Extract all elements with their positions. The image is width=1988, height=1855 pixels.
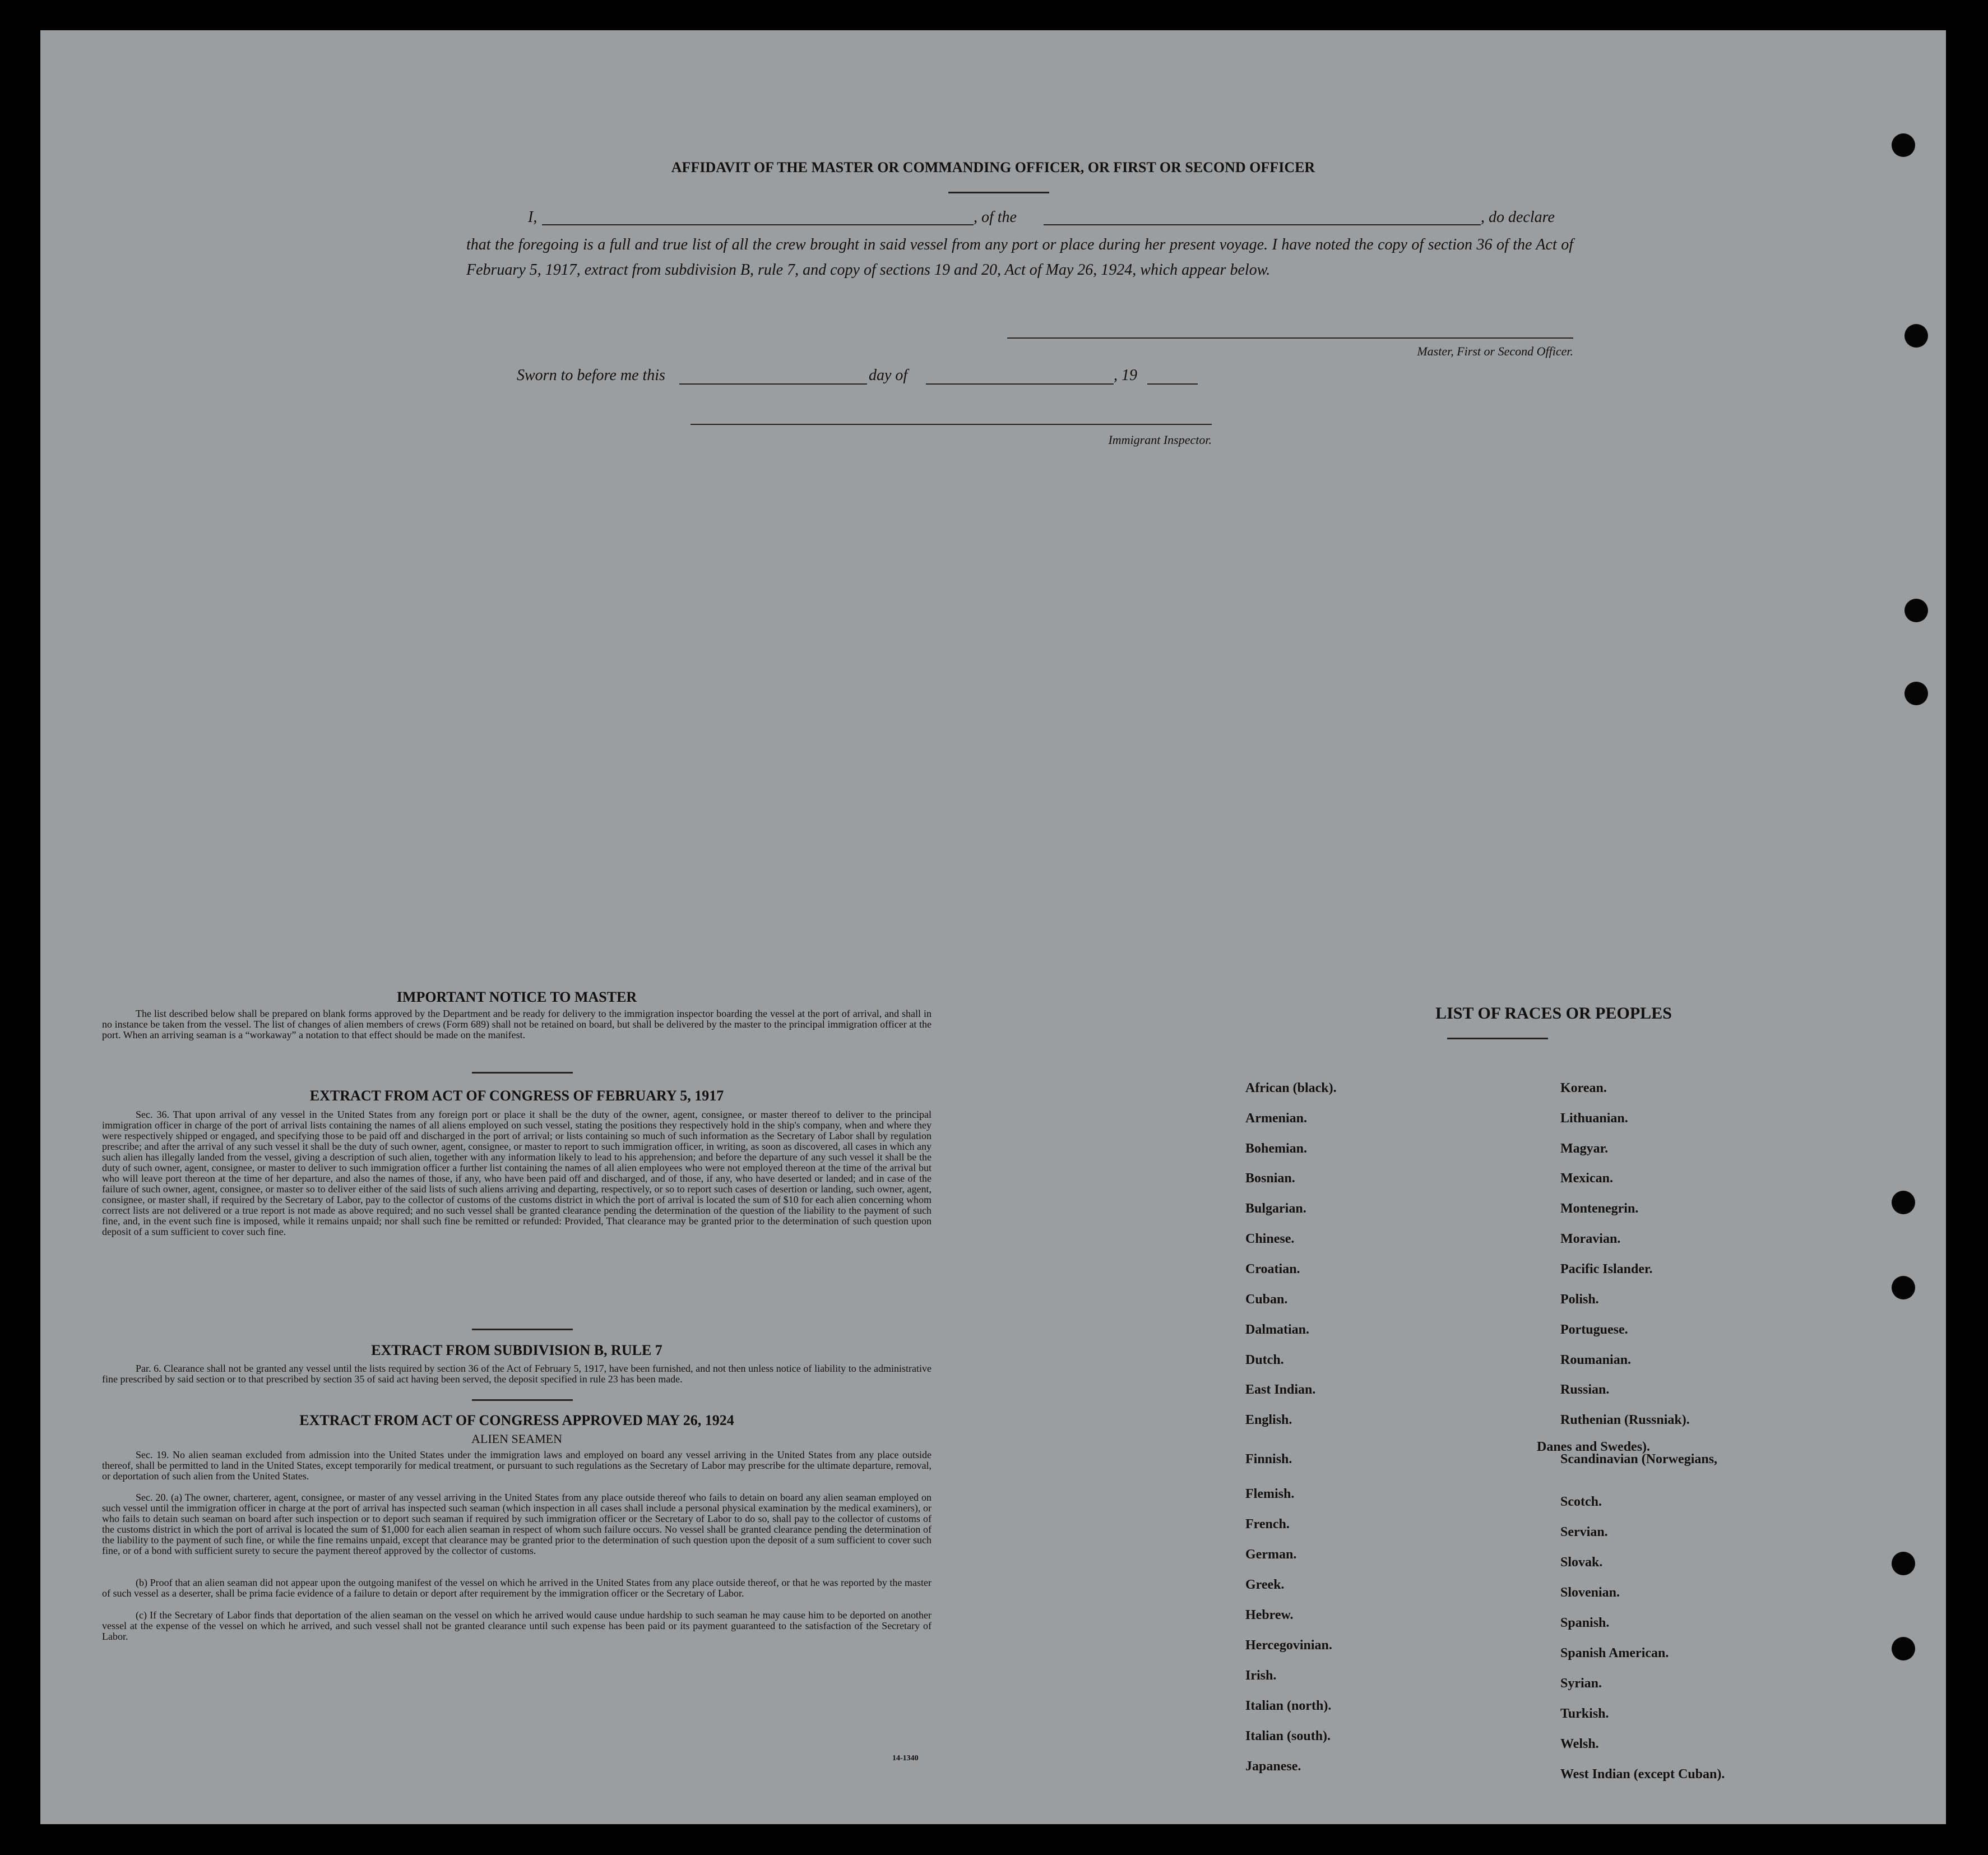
sworn-label: Sworn to before me this <box>517 367 665 384</box>
declarant-prefix: I, <box>528 209 537 226</box>
race-item: Russian. <box>1560 1382 1610 1397</box>
race-item: Hercegovinian. <box>1245 1638 1332 1653</box>
race-item: French. <box>1245 1517 1290 1532</box>
race-item: Mexican. <box>1560 1171 1613 1186</box>
binder-hole <box>1892 1552 1915 1575</box>
races-title: LIST OF RACES OR PEOPLES <box>1435 1004 1672 1023</box>
rule7-rule <box>472 1399 573 1401</box>
master-signature-label: Master, First or Second Officer. <box>1417 344 1573 358</box>
race-item: Bosnian. <box>1245 1171 1295 1186</box>
race-item: Polish. <box>1560 1292 1599 1307</box>
vessel-name-field[interactable] <box>1044 224 1481 225</box>
race-item: Turkish. <box>1560 1706 1609 1721</box>
rule7-body: Par. 6. Clearance shall not be granted any vessel until the lists required by section 36 of the Act of February 5, 1917, have been furnished, and not then unless notice of liability to the administrative fine prescribed by said section or to that prescribed by section 35 of said act having been served, the deposit specified in rule 23 has been made. <box>102 1363 932 1385</box>
extract-1924-title: EXTRACT FROM ACT OF CONGRESS APPROVED MAY 26, 1924 <box>299 1412 734 1428</box>
race-item: Spanish American. <box>1560 1646 1669 1660</box>
extract-1917-rule <box>472 1329 573 1330</box>
sworn-month-field[interactable] <box>926 383 1114 385</box>
race-item: Welsh. <box>1560 1737 1599 1751</box>
binder-hole <box>1904 682 1928 705</box>
race-item: Scandinavian (Norwegians, <box>1560 1452 1718 1467</box>
race-item: Slovak. <box>1560 1555 1603 1570</box>
sec20c-body: (c) If the Secretary of Labor finds that deportation of the alien seaman on the vessel on which he arrived would cause undue hardship to such seaman he may cause him to be deported on another vessel at the expense of the vessel on which he arrived, and such vessel shall not be granted clearance until such expense has been paid or its payment guaranteed to the satisfaction of the Secretary of Labor. <box>102 1609 932 1642</box>
race-item: Pacific Islander. <box>1560 1262 1653 1276</box>
race-item: Armenian. <box>1245 1111 1307 1126</box>
affidavit-title: AFFIDAVIT OF THE MASTER OR COMMANDING OFFICER, OR FIRST OR SECOND OFFICER <box>671 159 1315 175</box>
extract-1917-title: EXTRACT FROM ACT OF CONGRESS OF FEBRUARY 5, 1917 <box>309 1088 724 1104</box>
race-item: Servian. <box>1560 1525 1608 1539</box>
race-item: Portuguese. <box>1560 1322 1628 1337</box>
extract-1917-body: Sec. 36. That upon arrival of any vessel in the United States from any foreign port or place it shall be the duty of the owner, agent, consignee, or master thereof to deliver to the principal immigration officer in charge of the port of arrival lists containing the names of all aliens employed on such vessel, stating the positions they respectively hold in the ship's company, when and where they were respectively shipped or engaged, and specifying those to be paid off and discharged in the port of arrival; or lists containing so much of such information as the Secretary of Labor shall by regulation prescribe; and after the arrival of any such vessel it shall be the duty of such owner, agent, consignee, or master to report to such immigration officer, in writing, as soon as discovered, all cases in which any such alien has illegally landed from the vessel, giving a description of such alien, together with any information likely to lead to his apprehension; and before the departure of any such vessel it shall be the duty of such owner, agent, consignee, or master to deliver to such immigration officer a further list containing the names of all alien employees who were not employed thereon at the time of the arrival but who will leave port thereon at the time of her departure, and also the names of those, if any, who have been paid off and discharged, and of those, if any, who have deserted or landed; and in case of the failure of such owner, agent, consignee, or master so to deliver either of the said lists of such aliens arriving and departing, respectively, or so to report such cases of desertion or landing, such owner, agent, consignee, or master shall, if required by the Secretary of Labor, pay to the collector of customs of the customs district in which the port of arrival is located the sum of $10 for each alien concerning whom correct lists are not delivered or a true report is not made as above required; and no such vessel shall be granted clearance pending the determination of the question of the liability to the payment of such fine, and, in the event such fine is imposed, while it remains unpaid; nor shall such fine be remitted or refunded: Provided, That clearance may be granted prior to the determination of such question upon deposit of a sum sufficient to cover such fine. <box>102 1109 932 1237</box>
race-item: Flemish. <box>1245 1487 1295 1501</box>
race-item: Bohemian. <box>1245 1141 1308 1156</box>
race-item: Croatian. <box>1245 1262 1300 1276</box>
binder-hole <box>1892 1637 1915 1660</box>
binder-hole <box>1892 1276 1915 1299</box>
binder-hole <box>1904 599 1928 622</box>
race-item: Chinese. <box>1245 1232 1295 1246</box>
race-item: Magyar. <box>1560 1141 1609 1156</box>
inspector-label: Immigrant Inspector. <box>1108 433 1212 447</box>
race-item: Montenegrin. <box>1560 1201 1639 1216</box>
race-item: Irish. <box>1245 1668 1277 1683</box>
races-title-rule <box>1447 1038 1548 1039</box>
day-of-label: day of <box>869 367 908 384</box>
race-item: English. <box>1245 1413 1292 1427</box>
declarant-name-field[interactable] <box>542 224 974 225</box>
binder-hole <box>1892 1191 1915 1214</box>
race-item: Spanish. <box>1560 1616 1610 1630</box>
race-item: Ruthenian (Russniak). <box>1560 1413 1690 1427</box>
race-item: Korean. <box>1560 1081 1607 1095</box>
race-item: East Indian. <box>1245 1382 1316 1397</box>
race-item: Japanese. <box>1245 1759 1301 1774</box>
race-item: Italian (south). <box>1245 1729 1331 1743</box>
race-item: Dalmatian. <box>1245 1322 1309 1337</box>
form-number: 14-1340 <box>892 1754 919 1763</box>
race-item: Finnish. <box>1245 1452 1292 1467</box>
do-declare-label: , do declare <box>1481 209 1555 226</box>
race-item: Bulgarian. <box>1245 1201 1306 1216</box>
race-item: Scotch. <box>1560 1495 1602 1509</box>
race-item: Hebrew. <box>1245 1608 1294 1622</box>
affidavit-title-rule <box>948 192 1049 193</box>
notice-title: IMPORTANT NOTICE TO MASTER <box>396 989 637 1005</box>
inspector-signature-field[interactable] <box>691 424 1212 425</box>
race-item: Dutch. <box>1245 1353 1284 1367</box>
notice-rule <box>472 1072 573 1074</box>
race-item: Moravian. <box>1560 1232 1621 1246</box>
notice-body: The list described below shall be prepared on blank forms approved by the Department and be ready for delivery to the immigration inspector boarding the vessel at the port of arrival, and shall in no instance be taken from the vessel. The list of changes of alien members of crews (Form 689) shall not be retained on board, but shall be delivered by the master to the principal immigration officer at the port. When an arriving seaman is a “workaway” a notation to that effect should be made on the manifest. <box>102 1008 932 1040</box>
binder-hole <box>1904 324 1928 348</box>
race-item: Lithuanian. <box>1560 1111 1628 1126</box>
rule7-title: EXTRACT FROM SUBDIVISION B, RULE 7 <box>371 1342 662 1358</box>
race-item: Italian (north). <box>1245 1699 1332 1713</box>
race-item: West Indian (except Cuban). <box>1560 1767 1725 1782</box>
master-signature-field[interactable] <box>1007 337 1573 339</box>
form-sheet <box>40 30 1946 1824</box>
race-item: Greek. <box>1245 1578 1285 1592</box>
affidavit-body: that the foregoing is a full and true list of all the crew brought in said vessel from any port or place during her present voyage. I have noted the copy of section 36 of the Act of February 5, 1917, extract from subdivision B, rule 7, and copy of sections 19 and 20, Act of May 26, 1924, which appear below. <box>466 236 1573 279</box>
race-item: Roumanian. <box>1560 1353 1632 1367</box>
race-item: German. <box>1245 1547 1297 1562</box>
race-item: Slovenian. <box>1560 1585 1620 1600</box>
race-item: African (black). <box>1245 1081 1337 1095</box>
sec20a-body: Sec. 20. (a) The owner, charterer, agent, consignee, or master of any vessel arriving in the United States from any place outside thereof who fails to detain on board any alien seaman employed on such vessel until the immigration officer in charge at the port of arrival has inspected such seaman (which inspection in all cases shall include a personal physical examination by the medical examiners), or who fails to detain such seaman on board after such inspection or to deport such seaman if required by such immigration officer or the Secretary of Labor to do so, shall pay to the collector of customs of the customs district in which the port of arrival is located the sum of $1,000 for each alien seaman in respect of whom such failure occurs. No vessel shall be granted clearance pending the determination of the liability to the payment of such fine, or while the fine remains unpaid, except that clearance may be granted prior to the determination of such question upon the deposit of a sum sufficient to cover such fine, or of a bond with sufficient surety to secure the payment thereof approved by the collector of customs. <box>102 1492 932 1556</box>
extract-1924-subtitle: ALIEN SEAMEN <box>471 1432 562 1446</box>
race-item: Syrian. <box>1560 1676 1602 1691</box>
race-scandinavian-continued: Danes and Swedes). <box>1537 1440 1651 1454</box>
sec19-body: Sec. 19. No alien seaman excluded from admission into the United States under the immigration laws and employed on board any vessel arriving in the United States from any place outside thereof, shall be permitted to land in the United States, except temporarily for medical treatment, or pursuant to such regulations as the Secretary of Labor may prescribe for the ultimate departure, removal, or deportation of such alien from the United States. <box>102 1449 932 1482</box>
year-prefix-label: , 19 <box>1114 367 1137 384</box>
race-item: Cuban. <box>1245 1292 1288 1307</box>
sec20b-body: (b) Proof that an alien seaman did not appear upon the outgoing manifest of the vessel on which he arrived in the United States from any place outside thereof, or that he was reported by the master of such vessel as a deserter, shall be prima facie evidence of a failure to detain or deport after requirement by the immigration officer or the Secretary of Labor. <box>102 1577 932 1599</box>
binder-hole <box>1892 133 1915 157</box>
of-the-label: , of the <box>974 209 1017 226</box>
sworn-day-field[interactable] <box>679 383 867 385</box>
sworn-year-field[interactable] <box>1147 383 1198 385</box>
